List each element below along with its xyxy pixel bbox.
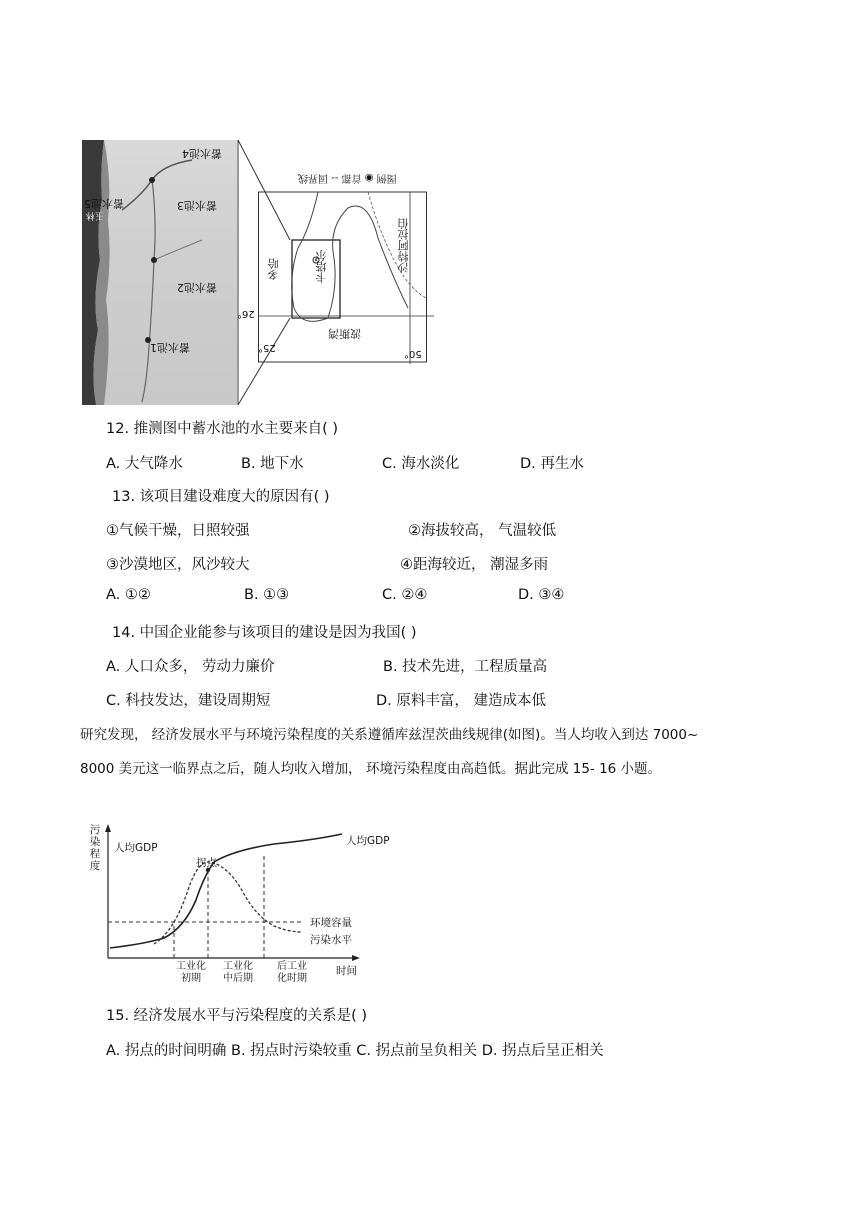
pollution-curve [154,862,302,944]
q12-option-a[interactable]: A. 大气降水 [106,456,183,472]
chart-gdp-series-label: 人均GDP [346,835,390,847]
q13-stem: 13. 该项目建设难度大的原因有( ) [112,489,330,505]
regional-map-panel [258,168,434,364]
region-saudi-label: 沙特阿拉伯 [397,218,410,273]
region-qatar-label: 卡塔尔 [315,250,328,283]
q14-option-b[interactable]: B. 技术先进，工程质量高 [383,659,548,675]
x-axis-arrow [352,955,360,961]
reservoir-label-1: 蓄水池1 [150,341,190,354]
intro-line-1: 研究发现， 经济发展水平与环境污染程度的关系遵循库兹涅茨曲线规律(如图)。当人均收入到达 7000~ [80,727,699,743]
satellite-map-drawing [82,140,237,405]
chart-turning-point-label: 拐点 [196,857,217,869]
q14-option-a[interactable]: A. 人口众多， 劳动力廉价 [106,659,275,675]
place-label: 玉林 [86,210,105,220]
lon-50-label: 50° [404,348,422,359]
chart-xlabel: 时间 [336,965,357,977]
q13-option-d[interactable]: D. ③④ [518,587,565,603]
q12-option-b[interactable]: B. 地下水 [241,456,304,472]
chart-stage-1 [174,961,208,985]
y-axis-arrow [105,824,111,832]
stage-3-line-2: 化时期 [277,973,307,984]
reservoir-label-5: 蓄水池5 [84,197,124,210]
kuznets-chart [84,820,414,985]
q12-option-c[interactable]: C. 海水淡化 [382,456,460,472]
chart-stage-2 [218,961,258,985]
stage-3-line-1: 后工业 [277,961,307,972]
stage-1-line-2: 初期 [181,973,201,984]
chart-ylabel [88,824,102,872]
map-legend: 图例 ◉ 首都 -- 国界线 [298,172,397,183]
lat-26-label: 26° [237,308,255,319]
ylabel-char-2: 染 [89,836,101,848]
q13-item-2: ②海拔较高， 气温较低 [408,523,557,539]
q12-stem: 12. 推测图中蓄水池的水主要来自( ) [106,421,339,437]
intro-line-2: 8000 美元这一临界点之后，随人均收入增加， 环境污染程度由高趋低。据此完成 15- 16 小题。 [80,761,662,777]
q15-stem: 15. 经济发展水平与污染程度的关系是( ) [106,1008,368,1024]
chart-y2-label: 人均GDP [114,842,158,854]
q13-item-1: ①气候干燥，日照较强 [106,523,250,539]
stage-1-line-1: 工业化 [176,961,206,972]
q13-option-a[interactable]: A. ①② [106,587,151,603]
q15-options[interactable]: A. 拐点的时间明确 B. 拐点时污染较重 C. 拐点前呈负相关 D. 拐点后呈正相关 [106,1043,604,1059]
stage-2-line-2: 中后期 [223,973,253,984]
q12-option-d[interactable]: D. 再生水 [520,456,584,472]
chart-pollution-label: 污染水平 [310,934,352,946]
stage-2-line-1: 工业化 [223,961,253,972]
q13-item-4: ④距海较近， 潮湿多雨 [400,557,549,573]
region-doha-label: 多哈 [267,258,280,280]
q14-stem: 14. 中国企业能参与该项目的建设是因为我国( ) [112,625,417,641]
reservoir-label-3: 蓄水池3 [177,199,217,212]
chart-stage-3 [272,961,312,985]
region-gulf-label: 波斯湾 [328,327,361,340]
satellite-map-panel [82,140,237,405]
chart-capacity-label: 环境容量 [310,917,352,929]
ylabel-char-3: 程 [89,848,101,860]
q13-option-c[interactable]: C. ②④ [382,587,428,603]
reservoir-label-4: 蓄水池4 [182,147,222,160]
q14-option-c[interactable]: C. 科技发达，建设周期短 [106,693,271,709]
q13-option-b[interactable]: B. ①③ [244,587,290,603]
ylabel-char-4: 度 [89,860,101,872]
ylabel-char-1: 污 [89,824,101,836]
q14-option-d[interactable]: D. 原料丰富， 建造成本低 [376,693,546,709]
lat-25-label: 25° [258,342,276,353]
reservoir-label-2: 蓄水池2 [177,281,217,294]
q13-item-3: ③沙漠地区，风沙较大 [106,557,250,573]
